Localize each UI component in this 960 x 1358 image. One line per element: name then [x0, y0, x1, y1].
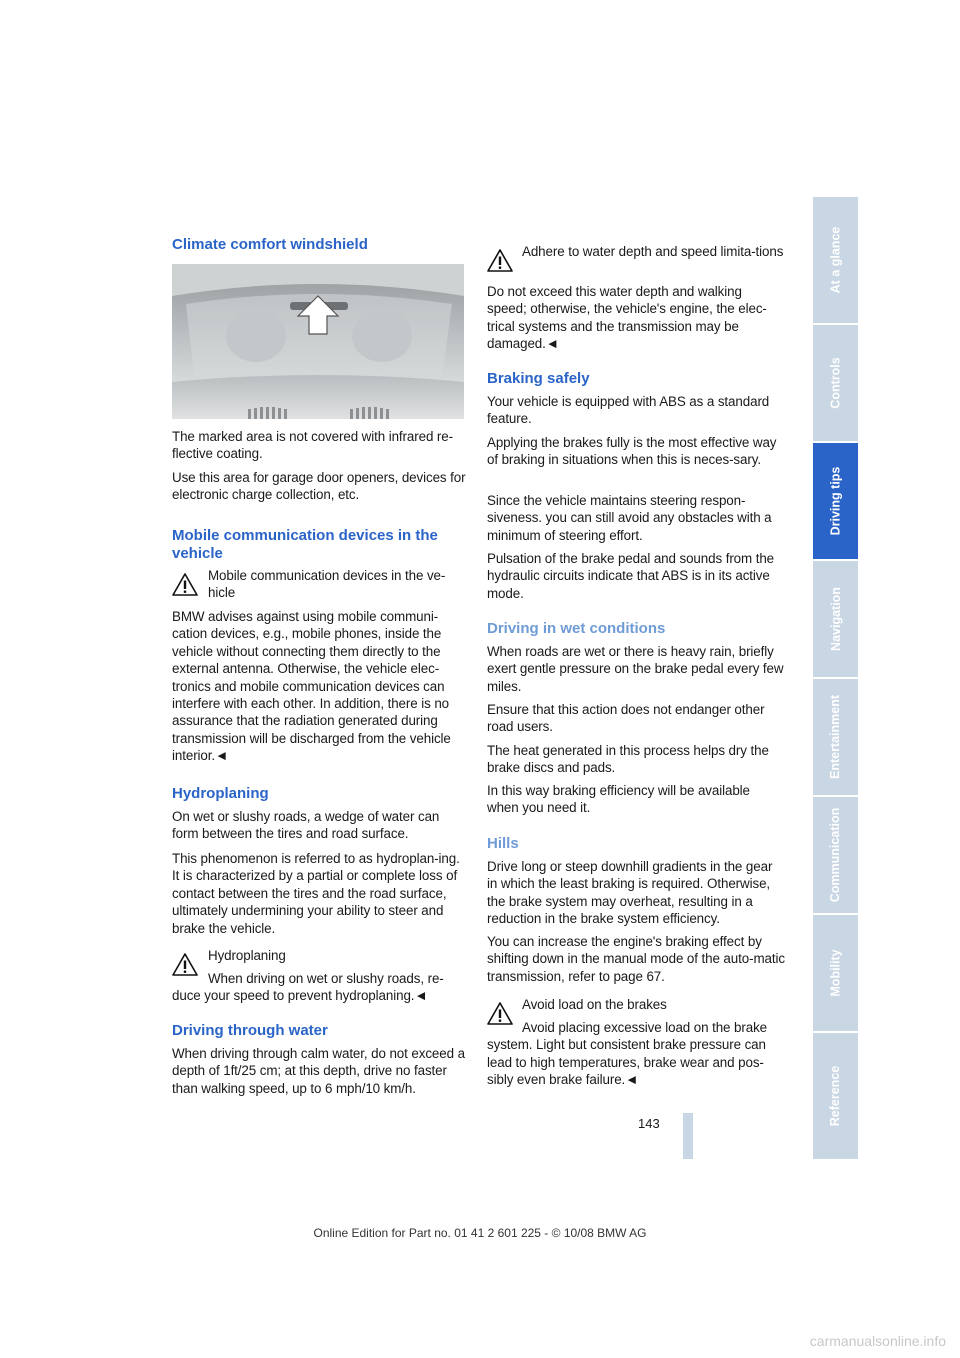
braking-paragraph-1: Your vehicle is equipped with ABS as a standard feature. [487, 394, 770, 427]
tab-navigation[interactable]: Navigation [813, 561, 858, 679]
warning-icon [172, 573, 198, 596]
warning-title-brakes: Avoid load on the brakes [522, 997, 667, 1012]
wet-paragraph-1: When roads are wet or there is heavy rain, briefly exert gentle pressure on the brake pedal every few miles. [487, 644, 784, 694]
heading-driving-in-wet-conditions: Driving in wet conditions [487, 620, 666, 637]
watermark: carmanualsonline.info [809, 1333, 946, 1349]
windshield-photo [172, 264, 464, 419]
hydroplaning-paragraph-1: On wet or slushy roads, a wedge of water can form between the tires and road surface. [172, 809, 440, 842]
wet-paragraph-3: The heat generated in this process helps dry the brake discs and pads. [487, 743, 769, 776]
tab-mobility[interactable]: Mobility [813, 915, 858, 1033]
heading-climate-comfort-windshield: Climate comfort windshield [172, 236, 368, 253]
heading-driving-through-water: Driving through water [172, 1022, 328, 1039]
page-number: 143 [638, 1116, 660, 1131]
tab-reference[interactable]: Reference [813, 1033, 858, 1161]
hydroplaning-paragraph-2: This phenomenon is referred to as hydroplan-ing. It is characterized by a partial or complete loss of contact between the tires and the road surface, ultimately undermining your ability to steer and brake the vehicle. [172, 851, 460, 936]
wet-paragraph-4: In this way braking efficiency will be available when you need it. [487, 783, 750, 816]
tab-communication[interactable]: Communication [813, 797, 858, 915]
warning-body-hydroplaning: When driving on wet or slushy roads, re-duce your speed to prevent hydroplaning.◄ [172, 971, 444, 1004]
water-depth-paragraph: Do not exceed this water depth and walking speed; otherwise, the vehicle's engine, the elec-trical systems and the transmission may be damaged.◄ [487, 284, 767, 352]
warning-title-water-depth: Adhere to water depth and speed limita-tions [522, 244, 784, 259]
mobile-paragraph: BMW advises against using mobile communi-cation devices, e.g., mobile phones, inside the vehicle without connecting them directly to the external antenna. Otherwise, the vehicle elec-tronics and mobile communication devices can interfere with each other. In addition, there is no assurance that the radiation generated during transmission will be discharged from the vehicle interior.◄ [172, 609, 451, 764]
heading-hills: Hills [487, 835, 519, 852]
heading-mobile-communication: Mobile communication devices in the vehicle [172, 527, 438, 562]
braking-paragraph-4: Pulsation of the brake pedal and sounds from the hydraulic circuits indicate that ABS is in its active mode. [487, 551, 775, 601]
page-number-bar [683, 1113, 693, 1159]
footer-edition: Online Edition for Part no. 01 41 2 601 225 - © 10/08 BMW AG [313, 1226, 647, 1240]
windshield-paragraph-2: Use this area for garage door openers, devices for electronic charge collection, etc. [172, 470, 466, 503]
tab-at-a-glance[interactable]: At a glance [813, 197, 858, 325]
heading-hydroplaning: Hydroplaning [172, 785, 269, 802]
tab-controls[interactable]: Controls [813, 325, 858, 443]
braking-paragraph-2: Applying the brakes fully is the most effective way of braking in situations when this is neces-sary. [487, 435, 777, 468]
warning-title-mobile: Mobile communication devices in the ve-hicle [208, 568, 446, 601]
hills-paragraph-2: You can increase the engine's braking effect by shifting down in the manual mode of the auto-matic transmission, refer to page 67. [487, 934, 785, 984]
warning-title-hydroplaning: Hydroplaning [208, 948, 286, 963]
tab-driving-tips[interactable]: Driving tips [813, 443, 858, 561]
warning-icon [487, 249, 513, 272]
windshield-paragraph-1: The marked area is not covered with infrared re-flective coating. [172, 429, 453, 462]
hills-paragraph-1: Drive long or steep downhill gradients in the gear in which the least braking is required. Otherwise, the brake system may overheat, resulting in a reduction in the brake system efficiency. [487, 859, 773, 927]
braking-paragraph-3: Since the vehicle maintains steering respon-siveness. you can still avoid any obstacles with a minimum of steering effort. [487, 493, 772, 543]
wet-paragraph-2: Ensure that this action does not endanger other road users. [487, 702, 765, 735]
tab-entertainment[interactable]: Entertainment [813, 679, 858, 797]
warning-body-brakes: Avoid placing excessive load on the brake system. Light but consistent brake pressure can lead to high temperatures, brake wear and pos-sibly even brake failure.◄ [487, 1020, 768, 1088]
water-paragraph: When driving through calm water, do not exceed a depth of 1ft/25 cm; at this depth, drive no faster than walking speed, up to 6 mph/10 km/h. [172, 1046, 465, 1096]
heading-braking-safely: Braking safely [487, 370, 590, 387]
